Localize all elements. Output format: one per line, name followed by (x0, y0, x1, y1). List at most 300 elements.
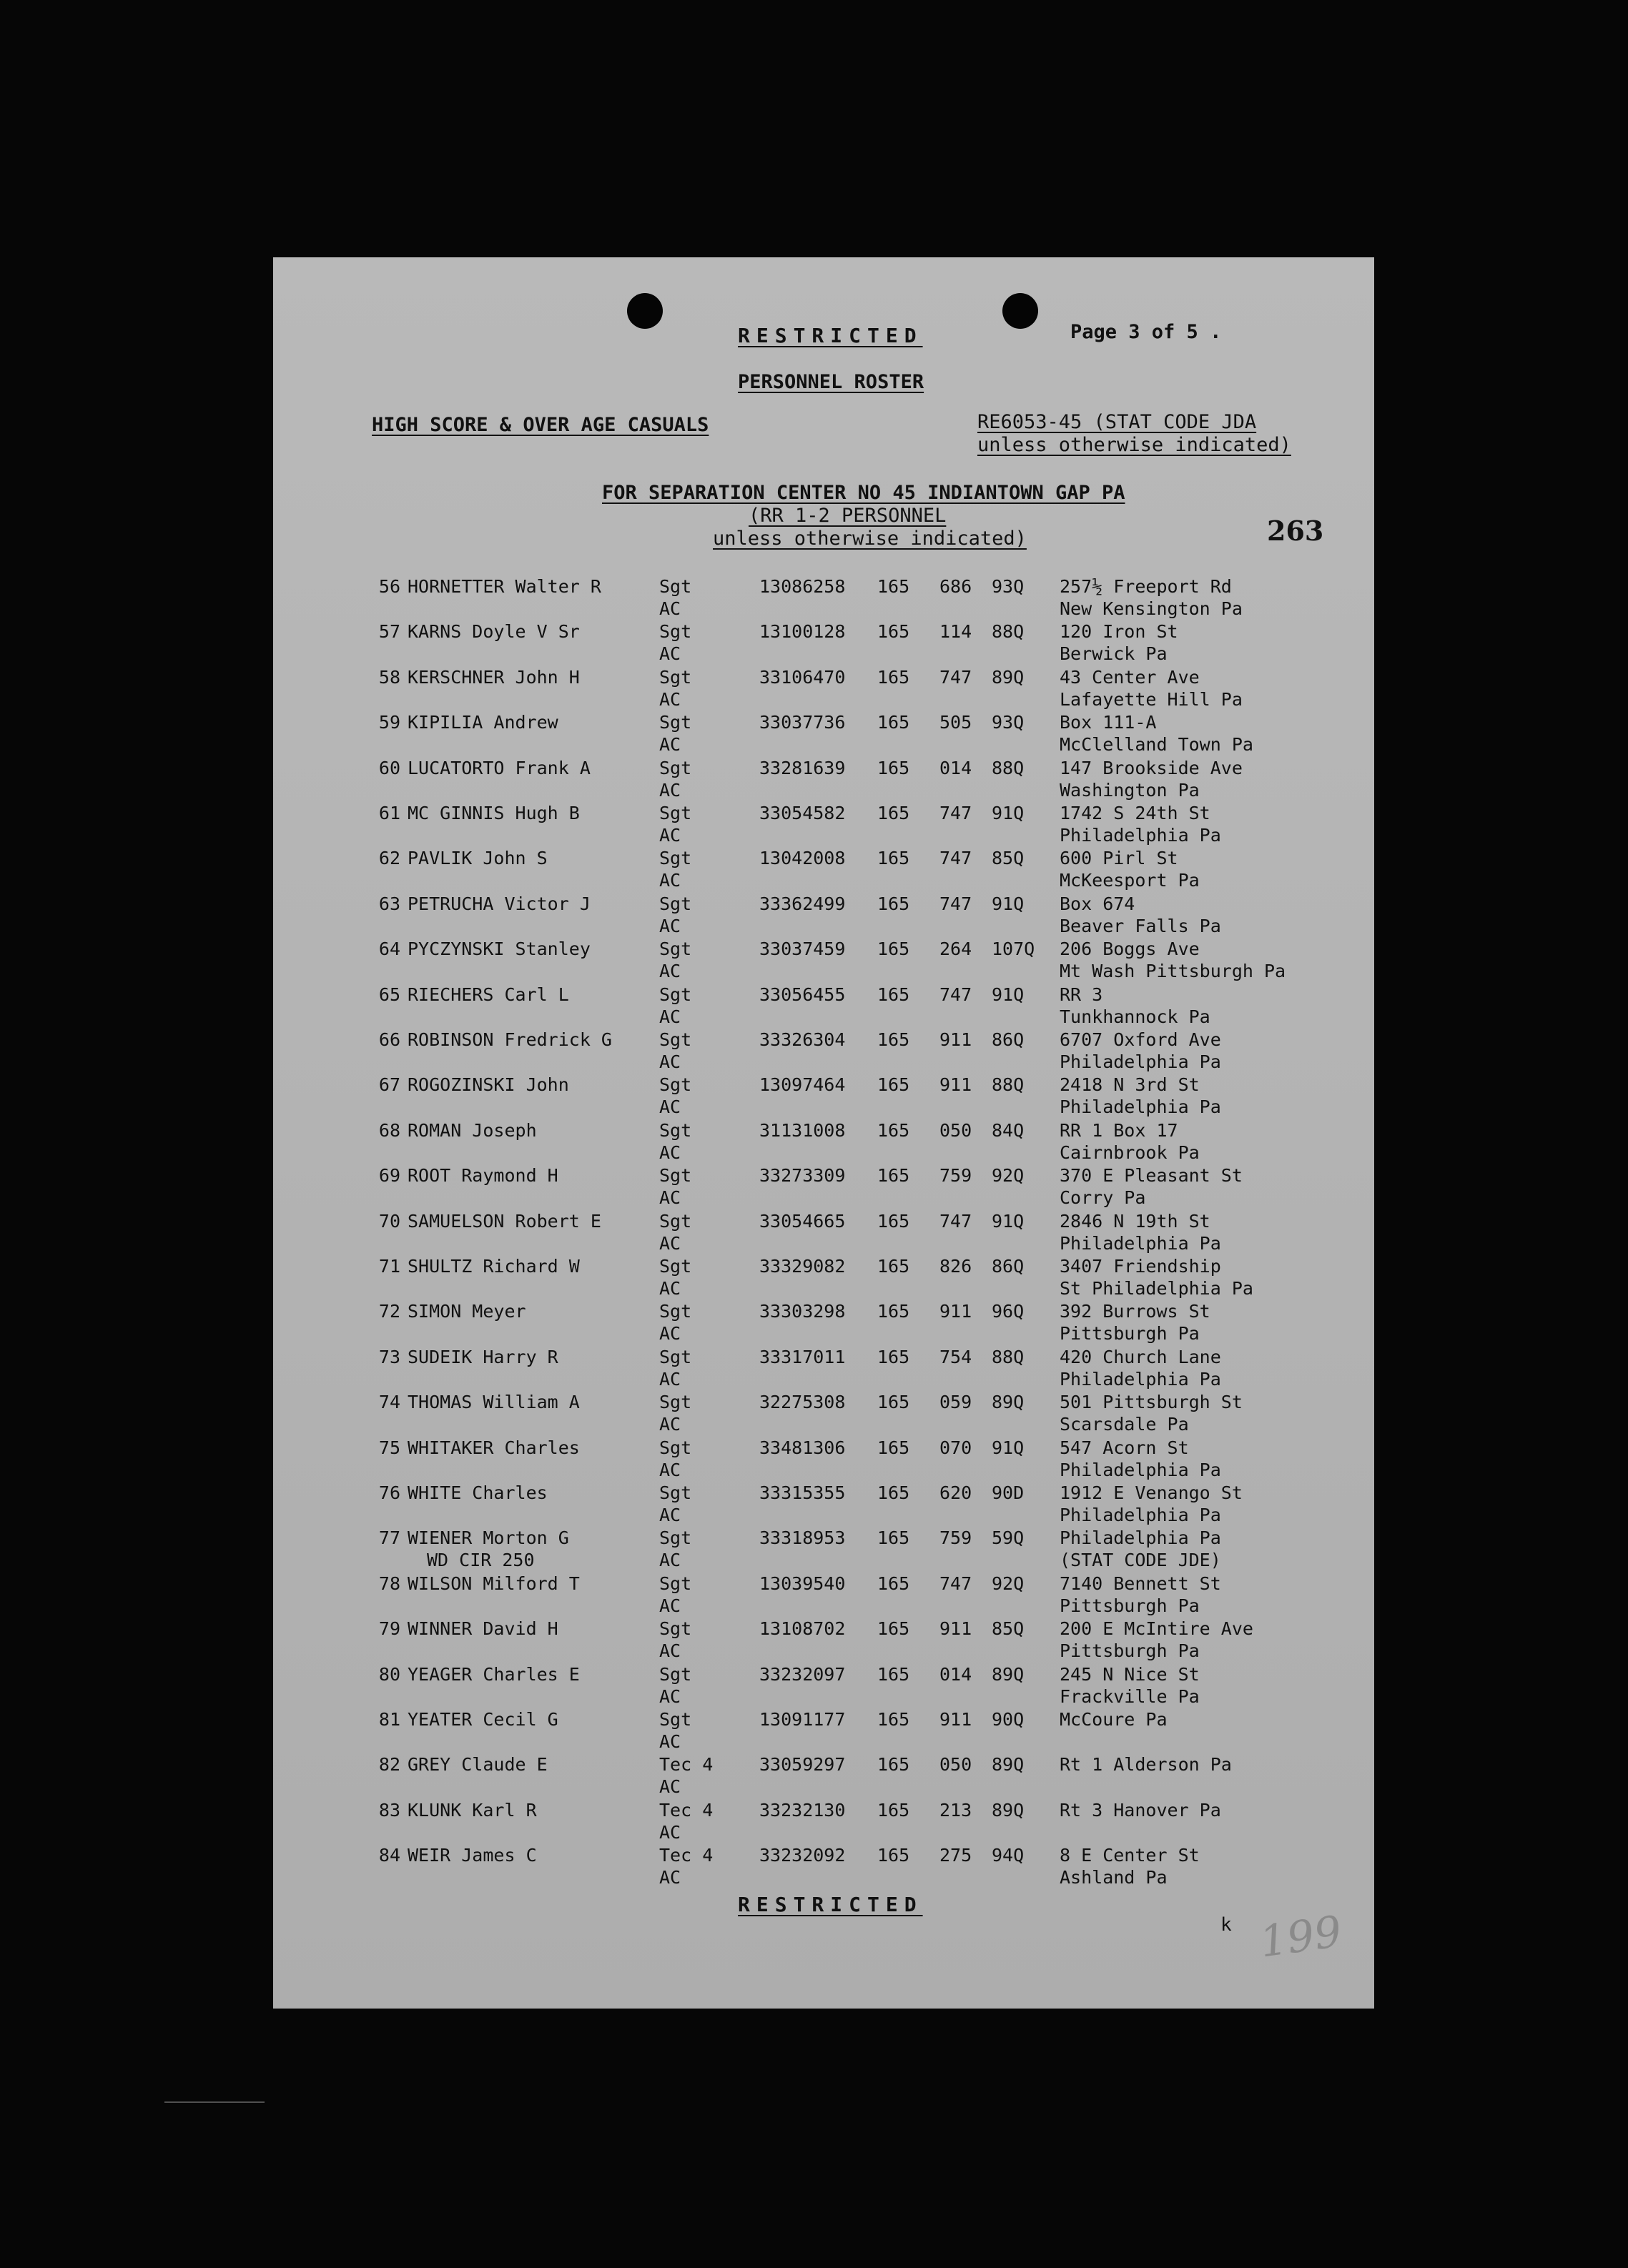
code-a: 165 (877, 1074, 910, 1096)
row-number: 63 (378, 893, 400, 914)
arm-of-service: AC (659, 1776, 681, 1798)
rank: Sgt (659, 712, 692, 733)
arm-of-service: AC (659, 1006, 681, 1027)
row-number: 69 (378, 1165, 400, 1187)
code-b: 754 (939, 1346, 972, 1367)
serial-number: 13039540 (759, 1573, 846, 1594)
code-b: 014 (939, 757, 972, 778)
arm-of-service: AC (659, 961, 681, 982)
serial-number: 13042008 (759, 848, 846, 869)
rank: Sgt (659, 1256, 692, 1277)
arm-of-service: AC (659, 1731, 681, 1752)
code-b: 747 (939, 893, 972, 914)
serial-number: 31131008 (759, 1119, 846, 1141)
soldier-name: MC GINNIS Hugh B (408, 803, 580, 823)
arm-of-service: AC (659, 688, 681, 710)
roster-row (273, 1753, 1374, 1799)
serial-number: 33054665 (759, 1210, 846, 1232)
roster-row (273, 893, 1374, 939)
code-c: 93Q (992, 712, 1025, 733)
arm-of-service: AC (659, 870, 681, 891)
rank: Sgt (659, 1618, 692, 1640)
code-b: 759 (939, 1527, 972, 1549)
arm-of-service: AC (659, 598, 681, 619)
address-line-1: RR 1 Box 17 (1060, 1119, 1178, 1141)
pencil-annotation: 199 (1256, 1906, 1345, 1968)
document-sheet (273, 257, 1374, 2009)
row-number: 78 (378, 1573, 400, 1594)
row-number: 82 (378, 1754, 400, 1776)
roster-row (273, 1300, 1374, 1346)
arm-of-service: AC (659, 1368, 681, 1390)
address-line-1: 6707 Oxford Ave (1060, 1029, 1221, 1050)
serial-number: 33326304 (759, 1029, 846, 1050)
code-c: 91Q (992, 803, 1025, 823)
group-title: HIGH SCORE & OVER AGE CASUALS (372, 414, 709, 436)
arm-of-service: AC (659, 1640, 681, 1662)
code-b: 059 (939, 1392, 972, 1413)
rank: Sgt (659, 1029, 692, 1050)
code-b: 759 (939, 1165, 972, 1187)
roster-row (273, 938, 1374, 984)
roster-row (273, 1708, 1374, 1754)
soldier-name: LUCATORTO Frank A (408, 757, 591, 778)
code-c: 88Q (992, 1346, 1025, 1367)
address-line-1: 1912 E Venango St (1060, 1482, 1243, 1503)
punch-hole (627, 293, 663, 329)
code-c: 89Q (992, 1663, 1025, 1685)
code-a: 165 (877, 621, 910, 643)
soldier-name: KARNS Doyle V Sr (408, 621, 580, 643)
unless-note: unless otherwise indicated) (713, 528, 1027, 550)
arm-of-service: AC (659, 1096, 681, 1118)
soldier-name: YEAGER Charles E (408, 1663, 580, 1685)
arm-of-service: AC (659, 915, 681, 936)
row-number: 60 (378, 757, 400, 778)
separation-center: FOR SEPARATION CENTER NO 45 INDIANTOWN GAP PA (602, 482, 1125, 504)
arm-of-service: AC (659, 825, 681, 846)
code-a: 165 (877, 1845, 910, 1866)
soldier-name: KLUNK Karl R (408, 1799, 537, 1821)
address-line-2: Scarsdale Pa (1060, 1414, 1189, 1435)
address-line-2: Philadelphia Pa (1060, 825, 1221, 846)
address-line-2: Philadelphia Pa (1060, 1459, 1221, 1480)
address-line-2: St Philadelphia Pa (1060, 1278, 1253, 1299)
address-line-2: Ashland Pa (1060, 1867, 1168, 1888)
soldier-name: WHITAKER Charles (408, 1437, 580, 1458)
address-line-1: 2846 N 19th St (1060, 1210, 1210, 1232)
code-c: 91Q (992, 893, 1025, 914)
address-line-2: Tunkhannock Pa (1060, 1006, 1210, 1027)
arm-of-service: AC (659, 1459, 681, 1480)
address-line-2: New Kensington Pa (1060, 598, 1243, 619)
code-b: 264 (939, 939, 972, 960)
serial-number: 33362499 (759, 893, 846, 914)
punch-hole (1002, 293, 1038, 329)
soldier-name: SUDEIK Harry R (408, 1346, 558, 1367)
address-line-1: 206 Boggs Ave (1060, 939, 1200, 960)
row-number: 84 (378, 1845, 400, 1866)
soldier-name: ROOT Raymond H (408, 1165, 558, 1187)
soldier-name: SAMUELSON Robert E (408, 1210, 601, 1232)
serial-number: 13086258 (759, 576, 846, 597)
rank: Sgt (659, 757, 692, 778)
serial-number: 33059297 (759, 1754, 846, 1776)
code-b: 213 (939, 1799, 972, 1821)
address-line-2: Philadelphia Pa (1060, 1368, 1221, 1390)
arm-of-service: AC (659, 1550, 681, 1571)
code-a: 165 (877, 893, 910, 914)
address-line-2: Philadelphia Pa (1060, 1096, 1221, 1118)
order-code-note: unless otherwise indicated) (977, 434, 1291, 456)
address-line-1: RR 3 (1060, 984, 1103, 1005)
serial-number: 33481306 (759, 1437, 846, 1458)
code-c: 107Q (992, 939, 1035, 960)
roster-row (273, 1527, 1374, 1573)
soldier-name: KERSCHNER John H (408, 666, 580, 688)
code-b: 911 (939, 1074, 972, 1096)
row-number: 83 (378, 1799, 400, 1821)
soldier-name: PAVLIK John S (408, 848, 548, 869)
roster-row (273, 1255, 1374, 1301)
code-c: 59Q (992, 1527, 1025, 1549)
code-b: 747 (939, 984, 972, 1005)
serial-number: 33106470 (759, 666, 846, 688)
serial-number: 33232130 (759, 1799, 846, 1821)
rank: Sgt (659, 848, 692, 869)
serial-number: 13100128 (759, 621, 846, 643)
row-number: 58 (378, 666, 400, 688)
code-b: 070 (939, 1437, 972, 1458)
roster-row (273, 666, 1374, 712)
stamp-number: 263 (1267, 515, 1324, 547)
row-number: 79 (378, 1618, 400, 1640)
address-line-1: Rt 3 Hanover Pa (1060, 1799, 1221, 1821)
row-number: 80 (378, 1663, 400, 1685)
rank: Sgt (659, 893, 692, 914)
code-b: 050 (939, 1754, 972, 1776)
name-note: WD CIR 250 (427, 1550, 535, 1571)
code-b: 505 (939, 712, 972, 733)
roster-row (273, 1437, 1374, 1482)
code-a: 165 (877, 848, 910, 869)
code-a: 165 (877, 1119, 910, 1141)
arm-of-service: AC (659, 1867, 681, 1888)
roster-row (273, 757, 1374, 803)
address-line-2: Mt Wash Pittsburgh Pa (1060, 961, 1286, 982)
address-line-2: Pittsburgh Pa (1060, 1595, 1200, 1616)
address-line-2: Lafayette Hill Pa (1060, 688, 1243, 710)
address-line-2: McClelland Town Pa (1060, 734, 1253, 756)
soldier-name: THOMAS William A (408, 1392, 580, 1413)
address-line-2: Philadelphia Pa (1060, 1505, 1221, 1525)
address-line-1: 43 Center Ave (1060, 666, 1200, 688)
address-line-1: 1742 S 24th St (1060, 803, 1210, 823)
row-number: 62 (378, 848, 400, 869)
code-b: 911 (939, 1301, 972, 1322)
row-number: 56 (378, 576, 400, 597)
soldier-name: WEIR James C (408, 1845, 537, 1866)
address-line-1: 2418 N 3rd St (1060, 1074, 1200, 1096)
arm-of-service: AC (659, 1414, 681, 1435)
order-code: RE6053-45 (STAT CODE JDA (977, 411, 1257, 433)
rank: Sgt (659, 1392, 692, 1413)
arm-of-service: AC (659, 734, 681, 756)
code-c: 89Q (992, 666, 1025, 688)
row-number: 72 (378, 1301, 400, 1322)
code-a: 165 (877, 984, 910, 1005)
code-a: 165 (877, 803, 910, 823)
roster-row (273, 1482, 1374, 1527)
rank: Tec 4 (659, 1799, 714, 1821)
address-line-2: Corry Pa (1060, 1187, 1146, 1209)
code-b: 686 (939, 576, 972, 597)
address-line-2: Philadelphia Pa (1060, 1051, 1221, 1072)
code-a: 165 (877, 1754, 910, 1776)
address-line-1: 245 N Nice St (1060, 1663, 1200, 1685)
row-number: 77 (378, 1527, 400, 1549)
address-line-1: 3407 Friendship (1060, 1256, 1221, 1277)
code-b: 747 (939, 1573, 972, 1594)
rank: Sgt (659, 1165, 692, 1187)
serial-number: 13091177 (759, 1709, 846, 1730)
address-line-1: 8 E Center St (1060, 1845, 1200, 1866)
code-a: 165 (877, 666, 910, 688)
code-a: 165 (877, 1482, 910, 1503)
row-number: 61 (378, 803, 400, 823)
roster-row (273, 847, 1374, 893)
soldier-name: PYCZYNSKI Stanley (408, 939, 591, 960)
scan-artifact-line (164, 2101, 265, 2103)
code-c: 86Q (992, 1256, 1025, 1277)
soldier-name: SHULTZ Richard W (408, 1256, 580, 1277)
rank: Sgt (659, 1119, 692, 1141)
row-number: 75 (378, 1437, 400, 1458)
rank: Sgt (659, 666, 692, 688)
rank: Tec 4 (659, 1754, 714, 1776)
rank: Tec 4 (659, 1845, 714, 1866)
code-c: 89Q (992, 1799, 1025, 1821)
code-a: 165 (877, 939, 910, 960)
serial-number: 13108702 (759, 1618, 846, 1640)
arm-of-service: AC (659, 1595, 681, 1616)
roster-row (273, 620, 1374, 666)
footer-mark: k (1220, 1914, 1232, 1936)
code-c: 94Q (992, 1845, 1025, 1866)
rank: Sgt (659, 1482, 692, 1503)
roster-row (273, 575, 1374, 621)
serial-number: 33318953 (759, 1527, 846, 1549)
code-a: 165 (877, 1618, 910, 1640)
address-line-1: McCoure Pa (1060, 1709, 1168, 1730)
code-c: 93Q (992, 576, 1025, 597)
code-b: 275 (939, 1845, 972, 1866)
arm-of-service: AC (659, 1142, 681, 1163)
address-line-2: Washington Pa (1060, 779, 1200, 801)
code-c: 85Q (992, 1618, 1025, 1640)
soldier-name: ROGOZINSKI John (408, 1074, 569, 1096)
address-line-1: 120 Iron St (1060, 621, 1178, 643)
roster-row (273, 1573, 1374, 1618)
code-a: 165 (877, 1210, 910, 1232)
code-b: 747 (939, 666, 972, 688)
rank: Sgt (659, 1210, 692, 1232)
address-line-2: Cairnbrook Pa (1060, 1142, 1200, 1163)
rank: Sgt (659, 984, 692, 1005)
arm-of-service: AC (659, 1685, 681, 1707)
code-c: 84Q (992, 1119, 1025, 1141)
address-line-1: 547 Acorn St (1060, 1437, 1189, 1458)
code-a: 165 (877, 1573, 910, 1594)
page-indicator: Page 3 of 5 . (1070, 321, 1222, 343)
serial-number: 33054582 (759, 803, 846, 823)
address-line-2: Pittsburgh Pa (1060, 1640, 1200, 1662)
roster-row (273, 1029, 1374, 1074)
address-line-1: Box 111-A (1060, 712, 1157, 733)
address-line-2: Philadelphia Pa (1060, 1232, 1221, 1254)
row-number: 65 (378, 984, 400, 1005)
row-number: 66 (378, 1029, 400, 1050)
address-line-2: Berwick Pa (1060, 643, 1168, 665)
rank: Sgt (659, 803, 692, 823)
arm-of-service: AC (659, 779, 681, 801)
address-line-2: Pittsburgh Pa (1060, 1323, 1200, 1345)
row-number: 64 (378, 939, 400, 960)
roster-row (273, 1391, 1374, 1437)
code-c: 86Q (992, 1029, 1025, 1050)
code-c: 89Q (992, 1392, 1025, 1413)
soldier-name: ROBINSON Fredrick G (408, 1029, 612, 1050)
address-line-1: 257½ Freeport Rd (1060, 576, 1232, 597)
soldier-name: PETRUCHA Victor J (408, 893, 591, 914)
soldier-name: HORNETTER Walter R (408, 576, 601, 597)
code-a: 165 (877, 1256, 910, 1277)
arm-of-service: AC (659, 1278, 681, 1299)
soldier-name: WHITE Charles (408, 1482, 548, 1503)
roster-row (273, 984, 1374, 1029)
arm-of-service: AC (659, 1821, 681, 1843)
serial-number: 33273309 (759, 1165, 846, 1187)
row-number: 74 (378, 1392, 400, 1413)
roster-row (273, 1799, 1374, 1845)
rank: Sgt (659, 939, 692, 960)
code-a: 165 (877, 1709, 910, 1730)
code-c: 90D (992, 1482, 1025, 1503)
code-c: 92Q (992, 1165, 1025, 1187)
address-line-2: McKeesport Pa (1060, 870, 1200, 891)
roster-row (273, 1346, 1374, 1392)
serial-number: 33281639 (759, 757, 846, 778)
address-line-1: Box 674 (1060, 893, 1135, 914)
address-line-1: Philadelphia Pa (1060, 1527, 1221, 1549)
serial-number: 33037736 (759, 712, 846, 733)
soldier-name: WILSON Milford T (408, 1573, 580, 1594)
soldier-name: RIECHERS Carl L (408, 984, 569, 1005)
code-c: 89Q (992, 1754, 1025, 1776)
roster-row (273, 1210, 1374, 1256)
code-b: 114 (939, 621, 972, 643)
code-c: 91Q (992, 1210, 1025, 1232)
address-line-2: (STAT CODE JDE) (1060, 1550, 1221, 1571)
code-a: 165 (877, 757, 910, 778)
row-number: 76 (378, 1482, 400, 1503)
code-a: 165 (877, 1029, 910, 1050)
arm-of-service: AC (659, 643, 681, 665)
code-a: 165 (877, 1663, 910, 1685)
code-a: 165 (877, 1165, 910, 1187)
row-number: 70 (378, 1210, 400, 1232)
roster-row (273, 1663, 1374, 1709)
code-c: 88Q (992, 757, 1025, 778)
code-b: 620 (939, 1482, 972, 1503)
serial-number: 13097464 (759, 1074, 846, 1096)
address-line-1: 420 Church Lane (1060, 1346, 1221, 1367)
rank: Sgt (659, 1074, 692, 1096)
serial-number: 33303298 (759, 1301, 846, 1322)
serial-number: 33317011 (759, 1346, 846, 1367)
code-b: 747 (939, 1210, 972, 1232)
serial-number: 33315355 (759, 1482, 846, 1503)
code-b: 014 (939, 1663, 972, 1685)
rank: Sgt (659, 1346, 692, 1367)
address-line-1: 200 E McIntire Ave (1060, 1618, 1253, 1640)
address-line-1: 392 Burrows St (1060, 1301, 1210, 1322)
row-number: 57 (378, 621, 400, 643)
roster-title: PERSONNEL ROSTER (738, 371, 924, 393)
address-line-1: 370 E Pleasant St (1060, 1165, 1243, 1187)
code-b: 911 (939, 1029, 972, 1050)
arm-of-service: AC (659, 1232, 681, 1254)
code-b: 747 (939, 848, 972, 869)
code-c: 88Q (992, 621, 1025, 643)
code-a: 165 (877, 1799, 910, 1821)
code-a: 165 (877, 576, 910, 597)
roster-row (273, 1844, 1374, 1890)
code-a: 165 (877, 712, 910, 733)
row-number: 59 (378, 712, 400, 733)
code-b: 911 (939, 1709, 972, 1730)
arm-of-service: AC (659, 1505, 681, 1525)
roster-row (273, 1074, 1374, 1119)
serial-number: 33037459 (759, 939, 846, 960)
address-line-1: 501 Pittsburgh St (1060, 1392, 1243, 1413)
code-c: 96Q (992, 1301, 1025, 1322)
code-b: 747 (939, 803, 972, 823)
row-number: 71 (378, 1256, 400, 1277)
soldier-name: GREY Claude E (408, 1754, 548, 1776)
address-line-1: 600 Pirl St (1060, 848, 1178, 869)
serial-number: 33232092 (759, 1845, 846, 1866)
roster-row (273, 1119, 1374, 1165)
restricted-header: RESTRICTED (738, 324, 923, 347)
code-c: 91Q (992, 984, 1025, 1005)
code-a: 165 (877, 1437, 910, 1458)
soldier-name: WIENER Morton G (408, 1527, 569, 1549)
address-line-1: Rt 1 Alderson Pa (1060, 1754, 1232, 1776)
serial-number: 33232097 (759, 1663, 846, 1685)
roster-row (273, 802, 1374, 848)
soldier-name: WINNER David H (408, 1618, 558, 1640)
rr-personnel: (RR 1-2 PERSONNEL (749, 505, 947, 527)
code-a: 165 (877, 1346, 910, 1367)
code-c: 88Q (992, 1074, 1025, 1096)
code-c: 91Q (992, 1437, 1025, 1458)
code-a: 165 (877, 1527, 910, 1549)
code-b: 050 (939, 1119, 972, 1141)
code-c: 90Q (992, 1709, 1025, 1730)
serial-number: 33056455 (759, 984, 846, 1005)
address-line-2: Beaver Falls Pa (1060, 915, 1221, 936)
